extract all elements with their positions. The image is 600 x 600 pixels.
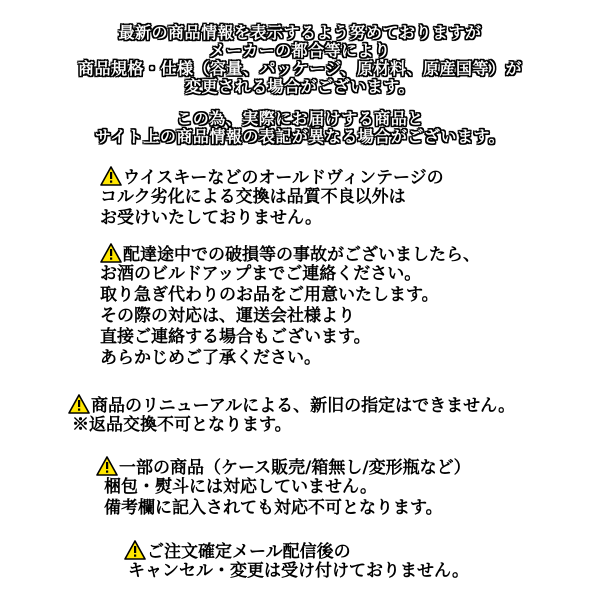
notice-text: ※返品交換不可となります。 [72,415,292,435]
intro-paragraph-1 [0,24,600,96]
intro-line: 最新の商品情報を表示するよう努めておりますが [118,23,482,42]
notice-text: 梱包・熨斗には対応していません。 [104,477,378,497]
notice-line [96,456,471,477]
notice-text: 備考欄に記入されても対応不可となります。 [104,498,443,518]
intro-line: この為、実際にお届けする商品と [176,109,424,128]
notice-cork [100,166,444,229]
intro-line: メーカーの都合等により [209,41,391,60]
notice-damage [100,243,480,369]
warning-icon [96,456,118,476]
notice-line [68,394,515,415]
notice-text: 直接ご連絡する場合もございます。 [100,327,371,347]
notice-text: キャンセル・変更は受け付けておりません。 [128,561,470,581]
notice-cancel [124,540,469,582]
notice-renewal [68,394,515,436]
notice-text: ご注文確定メール配信後の [147,542,351,562]
intro-line: 変更される場合がございます。 [185,77,415,96]
warning-icon [68,394,90,414]
notice-line [100,243,480,264]
notice-text: 配達途中での破損等の事故がございましたら、 [123,245,480,265]
notice-line [124,540,469,561]
notice-line [100,166,444,187]
notice-packaging [96,456,471,519]
intro-paragraph-2 [0,110,600,146]
warning-icon [100,243,122,263]
intro-line: 商品規格・仕様（容量、パッケージ、原材料、原産国等）が [78,59,522,78]
notice-text: お受けいたしておりません。 [100,208,323,228]
warning-icon [124,540,146,560]
notice-text: 一部の商品（ケース販売/箱無し/変形瓶など） [119,458,471,478]
notice-text: 取り急ぎ代わりのお品をご用意いたします。 [100,285,439,305]
notice-text: お酒のビルドアップまでご連絡ください。 [100,264,422,284]
notice-text: ウイスキーなどのオールドヴィンテージの [123,168,444,188]
notice-text: コルク劣化による交換は品質不良以外は [100,187,406,207]
warning-icon [100,166,122,186]
intro-line: サイト上の商品情報の表記が異なる場合がございます。 [94,127,506,146]
notice-text: あらかじめご了承ください。 [100,348,321,368]
notice-text: その際の対応は、運送会社様より [100,306,355,326]
notice-text: 商品のリニューアルによる、新旧の指定はできません。 [91,396,516,416]
